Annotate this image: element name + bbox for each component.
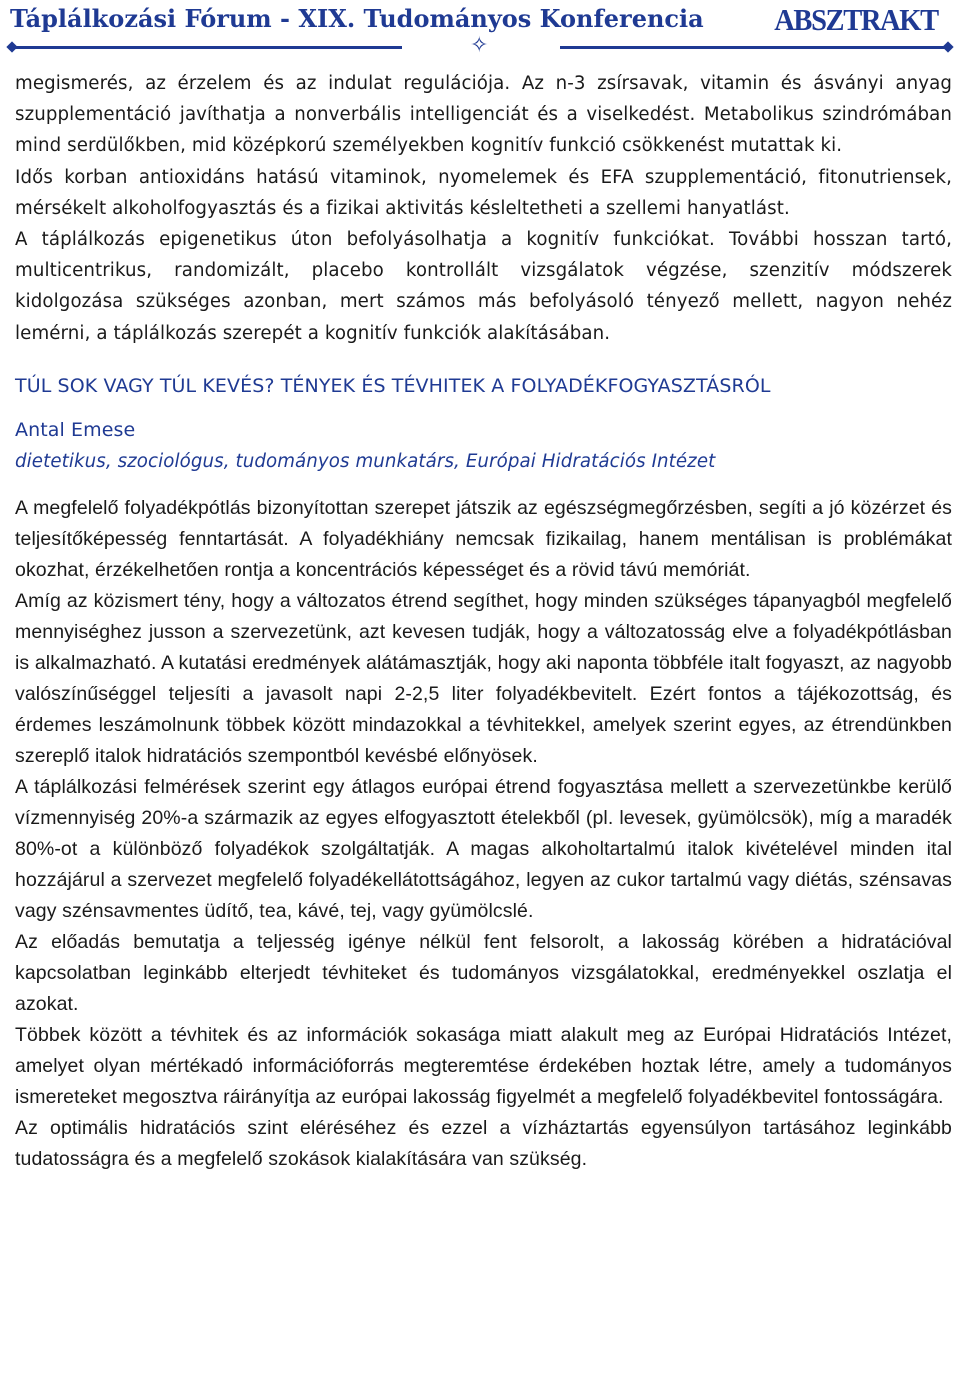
abstract-paragraph: Többek között a tévhitek és az információk sokasága miatt alakult meg az Európai Hidratációs Intézet, amelyet olyan mértékadó információforrás megteremtése érdekében hoztak létre, amely a tudományos ismereteket megosztva ráirányítja az európai lakosság figyelmét a megfelelő folyadékbevitel fontosságára. xyxy=(15,1024,952,1109)
header-rule-right xyxy=(560,46,948,49)
star-ornament-icon: ✧ xyxy=(470,32,489,57)
abstract-paragraph: A táplálkozási felmérések szerint egy átlagos európai étrend fogyasztása mellett a szervezetünkbe kerülő vízmennyiség 20%-a származik az egyes elfogyasztott ételekből (pl. levesek, gyümölcsök), míg a maradék 80%-ot a különböző folyadékok szolgáltatják. A magas alkoholtartalmú italok kivételével minden ital hozzájárul a szervezet megfelelő folyadékellátottságához, legyen az cukor tartalmú vagy diétás, szénsavas vagy szénsavmentes üdítő, tea, kávé, tej, vagy gyümölcslé. xyxy=(15,776,952,923)
body-paragraph: Idős korban antioxidáns hatású vitaminok, nyomelemek és EFA szupplementáció, fitonutriensek, mérsékelt alkoholfogyasztás és a fizikai aktivitás késleltetheti a szellemi hanyatlást. xyxy=(15,166,952,219)
abstract-title: TÚL SOK VAGY TÚL KEVÉS? TÉNYEK ÉS TÉVHITEK A FOLYADÉKFOGYASZTÁSRÓL xyxy=(15,374,771,397)
page-content xyxy=(15,68,952,1175)
conference-title: Táplálkozási Fórum - XIX. Tudományos Konferencia xyxy=(10,4,704,33)
abstract-paragraph: A megfelelő folyadékpótlás bizonyítottan szerepet játszik az egészségmegőrzésben, segíti a jó közérzet és teljesítőképesség fenntartását. A folyadékhiány nemcsak fizikailag, hanem mentálisan is problémákat okozhat, érzékelhetően rontja a koncentrációs képességet és a rövid távú memóriát. xyxy=(15,497,952,582)
abstract-body xyxy=(15,493,952,1175)
page-header xyxy=(0,0,960,60)
author-affiliation: dietetikus, szociológus, tudományos munkatárs, Európai Hidratációs Intézet xyxy=(15,451,716,473)
header-rule-left xyxy=(12,46,402,49)
abstract-paragraph: Az előadás bemutatja a teljesség igénye nélkül fent felsorolt, a lakosság körében a hidratációval kapcsolatban leginkább elterjedt tévhiteket és tudományos vizsgálatokkal, eredményekkel oszlatja el azokat. xyxy=(15,931,952,1016)
author-name: Antal Emese xyxy=(15,419,136,442)
rule-right-end-diamond-icon xyxy=(942,41,953,52)
abstract-paragraph: Amíg az közismert tény, hogy a változatos étrend segíthet, hogy minden szükséges tápanyagból megfelelő mennyiséghez jusson a szervezetünk, azt kevesen tudják, hogy a változatosság elve a folyadékpótlásban is alkalmazható. A kutatási eredmények alátámasztják, hogy aki naponta többféle italt fogyaszt, az nagyobb valószínűséggel teljesíti a javasolt napi 2-2,5 liter folyadékbevitelt. Ezért fontos a tájékozottság, és érdemes leszámolnunk többek között mindazokkal a tévhitekkel, amelyek szerint egyes, az étrendünkben szereplő italok hidratációs szempontból kevésbé előnyösek. xyxy=(15,590,952,768)
abstract-badge: ABSZTRAKT xyxy=(774,2,938,37)
abstract-paragraph: Az optimális hidratációs szint eléréséhez és ezzel a vízháztartás egyensúlyon tartásához leginkább tudatosságra és a megfelelő szokások kialakítására van szükség. xyxy=(15,1117,952,1171)
body-paragraph: A táplálkozás epigenetikus úton befolyásolhatja a kognitív funkciókat. További hosszan tartó, multicentrikus, randomizált, placebo kontrollált vizsgálatok végzése, szenzitív módszerek kidolgozása szükséges azonban, mert számos más befolyásoló tényező mellett, nagyon nehéz lemérni, a táplálkozás szerepét a kognitív funkciók alakításában. xyxy=(15,229,952,344)
body-paragraph: megismerés, az érzelem és az indulat regulációja. Az n-3 zsírsavak, vitamin és ásványi anyag szupplementáció javíthatja a nonverbális intelligenciát és a viselkedést. Metabolikus szindrómában mind serdülőkben, mid középkorú személyekben kognitív funkció csökkenést mutattak ki. xyxy=(15,73,952,157)
